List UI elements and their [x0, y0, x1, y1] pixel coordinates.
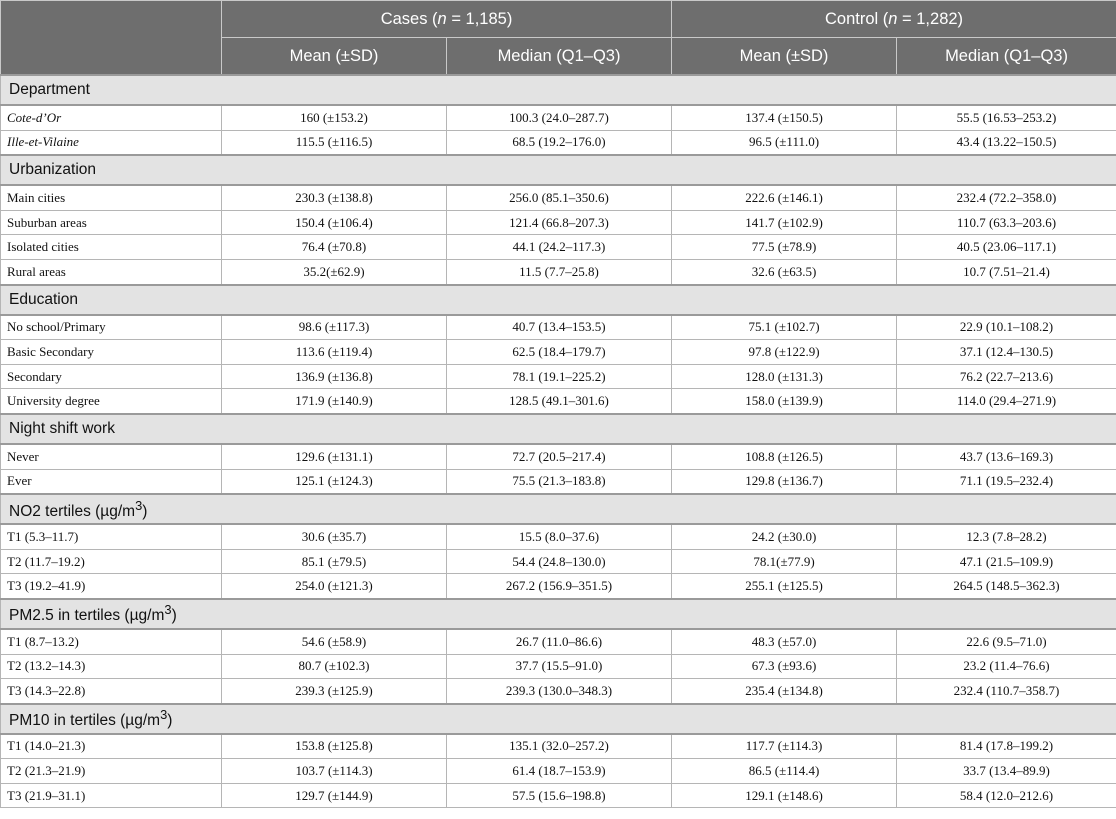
table-row	[1, 654, 1116, 679]
control-mean-cell: 158.0 (±139.9)	[672, 389, 897, 414]
cases-median-cell: 100.3 (24.0–287.7)	[447, 105, 672, 130]
row-label: T2 (13.2–14.3)	[1, 654, 222, 679]
section-row	[1, 494, 1116, 524]
table-row	[1, 549, 1116, 574]
cases-mean-cell: 98.6 (±117.3)	[222, 315, 447, 340]
header-corner-cell	[1, 1, 222, 76]
control-median-cell: 40.5 (23.06–117.1)	[897, 235, 1116, 260]
row-label: Ever	[1, 469, 222, 494]
control-mean-cell: 32.6 (±63.5)	[672, 259, 897, 284]
cases-mean-cell: 125.1 (±124.3)	[222, 469, 447, 494]
control-median-cell: 22.6 (9.5–71.0)	[897, 629, 1116, 654]
section-row	[1, 285, 1116, 315]
cases-median-cell: 78.1 (19.1–225.2)	[447, 364, 672, 389]
control-median-cell: 71.1 (19.5–232.4)	[897, 469, 1116, 494]
cases-group-header	[222, 1, 672, 38]
row-label: T2 (11.7–19.2)	[1, 549, 222, 574]
table-row	[1, 524, 1116, 549]
section-row	[1, 704, 1116, 734]
cases-mean-cell: 115.5 (±116.5)	[222, 130, 447, 155]
control-median-cell: 47.1 (21.5–109.9)	[897, 549, 1116, 574]
control-header-suffix: = 1,282)	[897, 9, 964, 28]
control-mean-cell: 96.5 (±111.0)	[672, 130, 897, 155]
row-label: Ille-et-Vilaine	[1, 130, 222, 155]
cases-median-cell: 72.7 (20.5–217.4)	[447, 444, 672, 469]
control-median-cell: 43.4 (13.22–150.5)	[897, 130, 1116, 155]
cases-median-cell: 11.5 (7.7–25.8)	[447, 259, 672, 284]
section-title-text: Education	[9, 290, 78, 308]
control-median-cell: 22.9 (10.1–108.2)	[897, 315, 1116, 340]
cases-median-cell: 54.4 (24.8–130.0)	[447, 549, 672, 574]
cases-mean-cell: 76.4 (±70.8)	[222, 235, 447, 260]
control-mean-cell: 222.6 (±146.1)	[672, 185, 897, 210]
section-title	[1, 75, 1116, 105]
table-row	[1, 210, 1116, 235]
section-title-text: Department	[9, 81, 90, 98]
control-mean-cell: 48.3 (±57.0)	[672, 629, 897, 654]
control-group-header	[672, 1, 1116, 38]
cases-mean-header: Mean (±SD)	[222, 38, 447, 76]
table-row	[1, 734, 1116, 759]
cases-median-header: Median (Q1–Q3)	[447, 38, 672, 76]
table-row	[1, 340, 1116, 365]
table-row	[1, 315, 1116, 340]
control-mean-cell: 129.1 (±148.6)	[672, 783, 897, 808]
control-mean-cell: 78.1(±77.9)	[672, 549, 897, 574]
table-row	[1, 574, 1116, 599]
cases-mean-cell: 54.6 (±58.9)	[222, 629, 447, 654]
cases-mean-cell: 230.3 (±138.8)	[222, 185, 447, 210]
cases-mean-cell: 136.9 (±136.8)	[222, 364, 447, 389]
cases-median-cell: 15.5 (8.0–37.6)	[447, 524, 672, 549]
control-median-cell: 264.5 (148.5–362.3)	[897, 574, 1116, 599]
control-median-cell: 232.4 (72.2–358.0)	[897, 185, 1116, 210]
control-median-cell: 114.0 (29.4–271.9)	[897, 389, 1116, 414]
row-label: Suburban areas	[1, 210, 222, 235]
row-label: T1 (8.7–13.2)	[1, 629, 222, 654]
control-median-cell: 43.7 (13.6–169.3)	[897, 444, 1116, 469]
cases-mean-cell: 30.6 (±35.7)	[222, 524, 447, 549]
section-title-superscript: 3	[164, 602, 172, 618]
table-row	[1, 389, 1116, 414]
row-label: Secondary	[1, 364, 222, 389]
table-row	[1, 364, 1116, 389]
cases-header-n: n	[437, 9, 447, 28]
section-title	[1, 704, 1116, 734]
control-median-cell: 81.4 (17.8–199.2)	[897, 734, 1116, 759]
row-label: No school/Primary	[1, 315, 222, 340]
table-row	[1, 629, 1116, 654]
cases-median-cell: 68.5 (19.2–176.0)	[447, 130, 672, 155]
cases-median-cell: 239.3 (130.0–348.3)	[447, 679, 672, 704]
cases-median-cell: 61.4 (18.7–153.9)	[447, 759, 672, 784]
section-title-end: )	[171, 607, 177, 625]
cases-header-suffix: = 1,185)	[446, 9, 513, 28]
cases-header-prefix: Cases (	[380, 9, 438, 28]
section-row	[1, 414, 1116, 444]
cases-mean-cell: 113.6 (±119.4)	[222, 340, 447, 365]
section-title-text: PM2.5 in tertiles (µg/m	[9, 607, 165, 625]
section-title	[1, 155, 1116, 185]
table-row	[1, 444, 1116, 469]
control-median-cell: 33.7 (13.4–89.9)	[897, 759, 1116, 784]
control-median-cell: 10.7 (7.51–21.4)	[897, 259, 1116, 284]
table-body	[1, 75, 1116, 808]
control-median-cell: 58.4 (12.0–212.6)	[897, 783, 1116, 808]
section-row	[1, 155, 1116, 185]
section-title-superscript: 3	[160, 707, 168, 723]
cases-mean-cell: 239.3 (±125.9)	[222, 679, 447, 704]
section-title	[1, 285, 1116, 315]
section-title	[1, 414, 1116, 444]
table-row	[1, 259, 1116, 284]
row-label: Main cities	[1, 185, 222, 210]
section-title-end: )	[142, 502, 148, 520]
cases-median-cell: 40.7 (13.4–153.5)	[447, 315, 672, 340]
cases-median-cell: 44.1 (24.2–117.3)	[447, 235, 672, 260]
cases-median-cell: 256.0 (85.1–350.6)	[447, 185, 672, 210]
control-mean-cell: 77.5 (±78.9)	[672, 235, 897, 260]
cases-mean-cell: 85.1 (±79.5)	[222, 549, 447, 574]
table-row	[1, 235, 1116, 260]
control-mean-cell: 108.8 (±126.5)	[672, 444, 897, 469]
control-mean-cell: 75.1 (±102.7)	[672, 315, 897, 340]
control-median-cell: 110.7 (63.3–203.6)	[897, 210, 1116, 235]
row-label: T3 (21.9–31.1)	[1, 783, 222, 808]
control-mean-cell: 97.8 (±122.9)	[672, 340, 897, 365]
row-label: Cote-d’Or	[1, 105, 222, 130]
section-row	[1, 75, 1116, 105]
section-title-text: PM10 in tertiles (µg/m	[9, 712, 161, 730]
control-median-header: Median (Q1–Q3)	[897, 38, 1116, 76]
control-median-cell: 232.4 (110.7–358.7)	[897, 679, 1116, 704]
section-row	[1, 599, 1116, 629]
table-header	[1, 1, 1116, 76]
control-mean-cell: 141.7 (±102.9)	[672, 210, 897, 235]
control-median-cell: 23.2 (11.4–76.6)	[897, 654, 1116, 679]
cases-median-cell: 135.1 (32.0–257.2)	[447, 734, 672, 759]
cases-median-cell: 121.4 (66.8–207.3)	[447, 210, 672, 235]
table-row	[1, 130, 1116, 155]
cases-median-cell: 62.5 (18.4–179.7)	[447, 340, 672, 365]
control-mean-cell: 117.7 (±114.3)	[672, 734, 897, 759]
control-mean-cell: 129.8 (±136.7)	[672, 469, 897, 494]
table-row	[1, 105, 1116, 130]
cases-mean-cell: 254.0 (±121.3)	[222, 574, 447, 599]
section-title	[1, 494, 1116, 524]
table-row	[1, 469, 1116, 494]
row-label: Never	[1, 444, 222, 469]
control-mean-cell: 255.1 (±125.5)	[672, 574, 897, 599]
cases-mean-cell: 171.9 (±140.9)	[222, 389, 447, 414]
table-row	[1, 783, 1116, 808]
cases-median-cell: 267.2 (156.9–351.5)	[447, 574, 672, 599]
cases-mean-cell: 150.4 (±106.4)	[222, 210, 447, 235]
control-mean-cell: 235.4 (±134.8)	[672, 679, 897, 704]
section-title-end: )	[167, 712, 173, 730]
row-label: Basic Secondary	[1, 340, 222, 365]
control-median-cell: 37.1 (12.4–130.5)	[897, 340, 1116, 365]
section-title	[1, 599, 1116, 629]
cases-median-cell: 57.5 (15.6–198.8)	[447, 783, 672, 808]
row-label: T3 (19.2–41.9)	[1, 574, 222, 599]
control-header-n: n	[888, 9, 898, 28]
control-median-cell: 55.5 (16.53–253.2)	[897, 105, 1116, 130]
control-mean-cell: 137.4 (±150.5)	[672, 105, 897, 130]
cases-mean-cell: 129.7 (±144.9)	[222, 783, 447, 808]
cases-mean-cell: 129.6 (±131.1)	[222, 444, 447, 469]
cases-median-cell: 128.5 (49.1–301.6)	[447, 389, 672, 414]
row-label: T2 (21.3–21.9)	[1, 759, 222, 784]
control-median-cell: 76.2 (22.7–213.6)	[897, 364, 1116, 389]
control-header-prefix: Control (	[824, 9, 889, 28]
table-row	[1, 185, 1116, 210]
section-title-text: Night shift work	[9, 419, 115, 437]
row-label: T3 (14.3–22.8)	[1, 679, 222, 704]
control-median-cell: 12.3 (7.8–28.2)	[897, 524, 1116, 549]
cases-median-cell: 75.5 (21.3–183.8)	[447, 469, 672, 494]
row-label: Isolated cities	[1, 235, 222, 260]
row-label: Rural areas	[1, 259, 222, 284]
cases-mean-cell: 35.2(±62.9)	[222, 259, 447, 284]
section-title-text: NO2 tertiles (µg/m	[9, 502, 136, 520]
row-label: University degree	[1, 389, 222, 414]
cases-mean-cell: 80.7 (±102.3)	[222, 654, 447, 679]
cases-mean-cell: 160 (±153.2)	[222, 105, 447, 130]
cases-mean-cell: 153.8 (±125.8)	[222, 734, 447, 759]
control-mean-cell: 128.0 (±131.3)	[672, 364, 897, 389]
table-row	[1, 679, 1116, 704]
control-mean-cell: 24.2 (±30.0)	[672, 524, 897, 549]
control-mean-cell: 86.5 (±114.4)	[672, 759, 897, 784]
cases-median-cell: 26.7 (11.0–86.6)	[447, 629, 672, 654]
cases-median-cell: 37.7 (15.5–91.0)	[447, 654, 672, 679]
control-mean-header: Mean (±SD)	[672, 38, 897, 76]
section-title-text: Urbanization	[9, 161, 97, 179]
row-label: T1 (5.3–11.7)	[1, 524, 222, 549]
section-title-superscript: 3	[135, 497, 143, 513]
row-label: T1 (14.0–21.3)	[1, 734, 222, 759]
table-row	[1, 759, 1116, 784]
cases-mean-cell: 103.7 (±114.3)	[222, 759, 447, 784]
control-mean-cell: 67.3 (±93.6)	[672, 654, 897, 679]
